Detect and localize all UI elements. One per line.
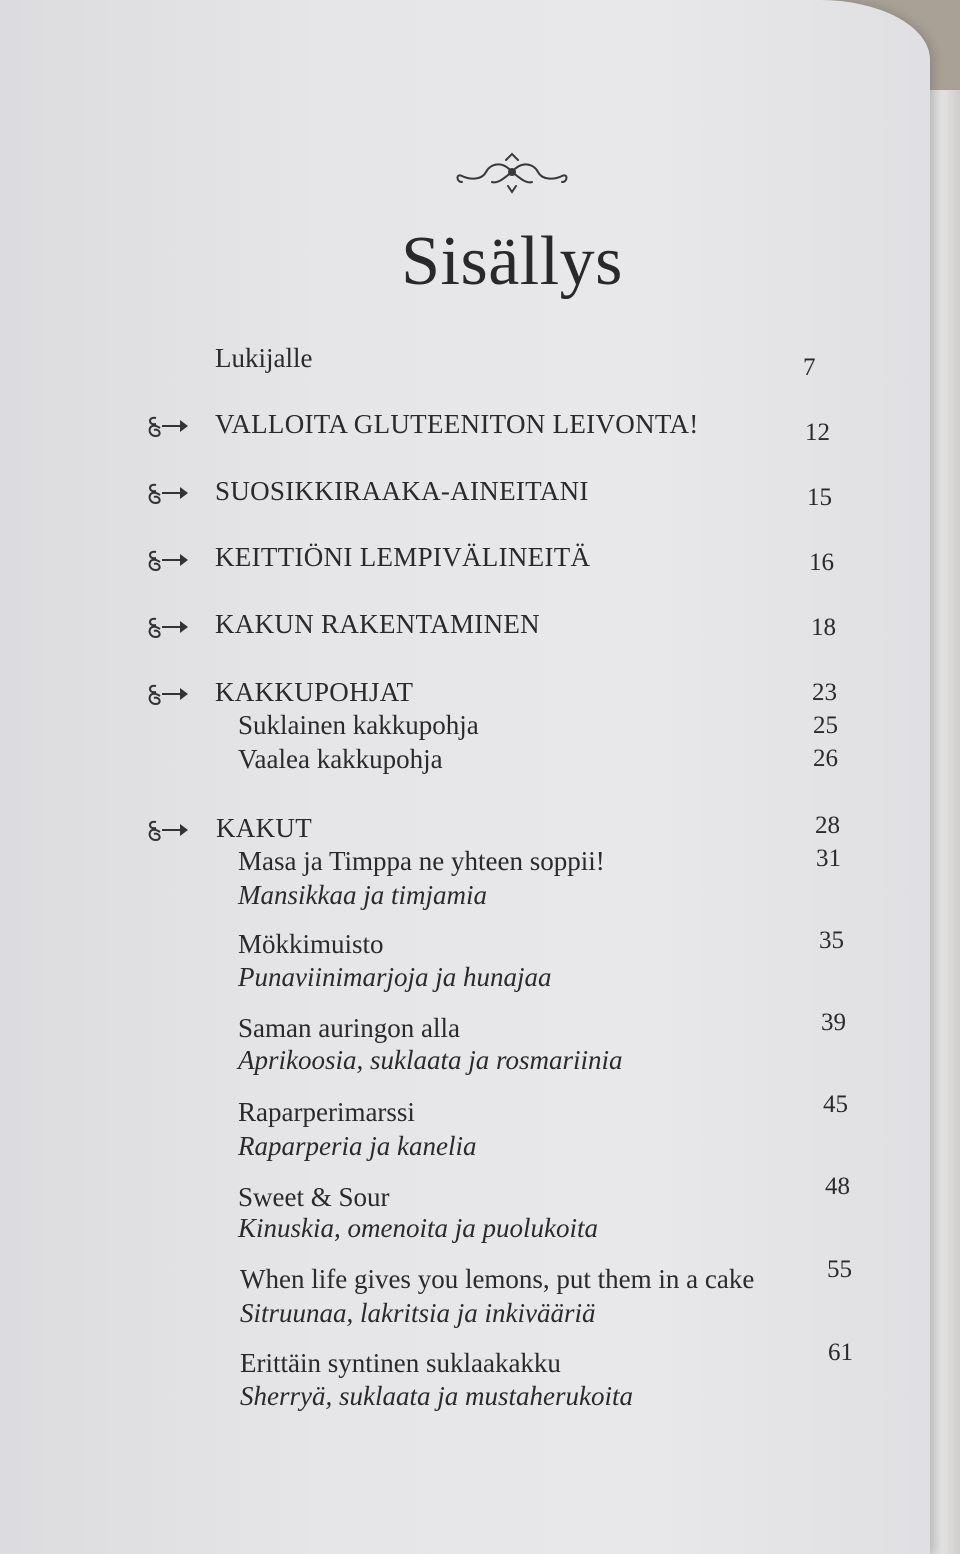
toc-item: Sweet & Sour xyxy=(238,1182,390,1212)
toc-item-subtitle: Sherryä, suklaata ja mustaherukoita xyxy=(240,1381,633,1411)
toc-item: When life gives you lemons, put them in a cake xyxy=(240,1264,755,1294)
page-number: 28 xyxy=(815,812,840,839)
toc-item: Masa ja Timppa ne yhteen soppii! xyxy=(238,846,605,876)
flourish-arrow-icon xyxy=(144,546,190,576)
page-number: 16 xyxy=(809,549,834,576)
toc-item: Mökkimuisto xyxy=(238,929,384,959)
toc-item: Saman auringon alla xyxy=(238,1013,460,1043)
page-number: 26 xyxy=(813,745,838,772)
toc-section: KEITTIÖNI LEMPIVÄLINEITÄ xyxy=(215,542,591,572)
ornament-flourish-icon xyxy=(452,150,572,196)
page-number: 31 xyxy=(816,845,841,872)
toc-section: SUOSIKKIRAAKA-AINEITANI xyxy=(215,476,589,506)
page-number: 12 xyxy=(805,419,830,446)
page-number: 48 xyxy=(825,1173,850,1200)
page-edge xyxy=(925,90,960,1554)
page-number: 18 xyxy=(811,614,836,641)
flourish-arrow-icon xyxy=(144,680,190,710)
page-number: 45 xyxy=(823,1091,848,1118)
toc-item-subtitle: Aprikoosia, suklaata ja rosmariinia xyxy=(238,1045,623,1075)
page-number: 39 xyxy=(821,1009,846,1036)
page-number: 61 xyxy=(828,1339,853,1366)
toc-item-subtitle: Punaviinimarjoja ja hunajaa xyxy=(238,962,552,992)
page-title: Sisällys xyxy=(401,223,623,300)
toc-item: Vaalea kakkupohja xyxy=(238,744,443,774)
toc-section: KAKUT xyxy=(216,813,312,843)
toc-item-subtitle: Sitruunaa, lakritsia ja inkivääriä xyxy=(240,1298,596,1328)
flourish-arrow-icon xyxy=(144,613,190,643)
toc-item: Suklainen kakkupohja xyxy=(238,710,479,740)
flourish-arrow-icon xyxy=(144,412,190,442)
flourish-arrow-icon xyxy=(144,816,190,846)
toc-section: KAKUN RAKENTAMINEN xyxy=(215,609,540,639)
toc-item: Raparperimarssi xyxy=(238,1097,415,1127)
page-number: 7 xyxy=(803,354,816,381)
page-number: 55 xyxy=(827,1256,852,1283)
page-number: 25 xyxy=(813,712,838,739)
toc-section: VALLOITA GLUTEENITON LEIVONTA! xyxy=(215,409,699,439)
toc-item: Erittäin syntinen suklaakakku xyxy=(240,1348,561,1378)
flourish-arrow-icon xyxy=(144,479,190,509)
toc-section: KAKKUPOHJAT xyxy=(215,677,414,707)
page-number: 23 xyxy=(812,679,837,706)
toc-item-subtitle: Mansikkaa ja timjamia xyxy=(238,880,487,910)
page-number: 35 xyxy=(819,927,844,954)
toc-item-subtitle: Raparperia ja kanelia xyxy=(238,1131,477,1161)
toc-item-subtitle: Kinuskia, omenoita ja puolukoita xyxy=(238,1213,598,1243)
page-number: 15 xyxy=(807,484,832,511)
toc-entry-intro: Lukijalle xyxy=(215,343,313,373)
